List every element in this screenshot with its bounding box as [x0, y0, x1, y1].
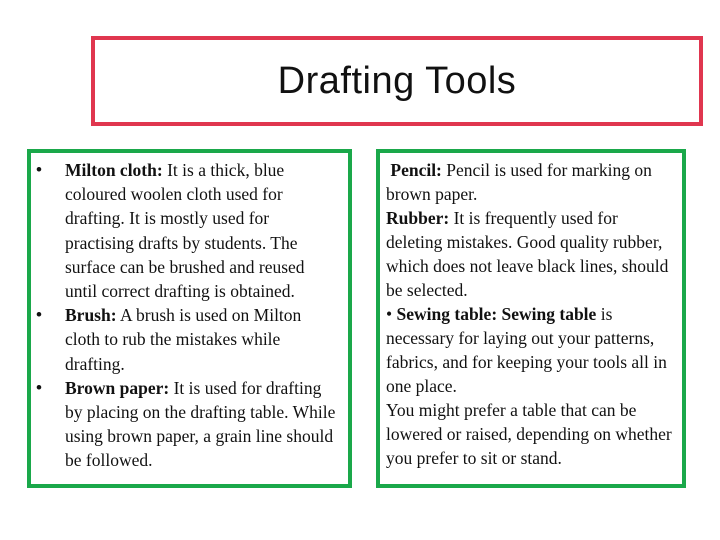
rubber-paragraph: [386, 206, 676, 302]
bullet-icon: •: [386, 304, 393, 324]
closing-paragraph: You might prefer a table that can be lowered or raised, depending on whether you prefer to sit or stand.: [386, 400, 672, 468]
term-pencil: Pencil:: [390, 160, 442, 180]
list-item-brown-paper: [31, 376, 340, 473]
desc-brush: A brush is used on Milton cloth to rub the mistakes while drafting.: [65, 305, 302, 374]
bullet-icon: •: [36, 305, 42, 325]
term-milton-cloth: Milton cloth:: [65, 160, 163, 180]
right-panel: [376, 149, 686, 488]
term-brush: Brush:: [65, 305, 117, 326]
pencil-paragraph: [386, 158, 676, 206]
desc-rubber: It is frequently used for deleting mistakes. Good quality rubber, which does not leave black lines, should be selected.: [386, 208, 669, 300]
list-item-milton-cloth: [31, 158, 340, 303]
slide-title: Drafting Tools: [277, 59, 517, 102]
term-rubber: Rubber:: [386, 208, 450, 228]
tool-list: [31, 153, 348, 473]
right-panel-body: [380, 153, 682, 470]
desc-sewing-table: is necessary for laying out your patterns, fabrics, and for keeping your tools all in one place.: [386, 304, 667, 396]
term-brown-paper: Brown paper:: [65, 377, 170, 398]
sewing-table-paragraph: [386, 302, 676, 398]
desc-brown-paper: It is used for drafting by placing on the drafting table. While using brown paper, a grain line should be followed.: [65, 377, 336, 471]
desc-milton-cloth: It is a thick, blue coloured woolen cloth used for drafting. It is mostly used for practising drafts by students. The surface can be brushed and reused until correct drafting is obtained.: [65, 160, 305, 302]
title-box: [91, 36, 703, 126]
list-item-brush: [31, 303, 340, 376]
bullet-icon: •: [36, 377, 42, 397]
left-panel: [27, 149, 352, 488]
desc-pencil: Pencil is used for marking on brown paper.: [386, 160, 652, 204]
term-sewing-table: Sewing table: Sewing table: [396, 304, 597, 324]
bullet-icon: •: [36, 160, 42, 179]
